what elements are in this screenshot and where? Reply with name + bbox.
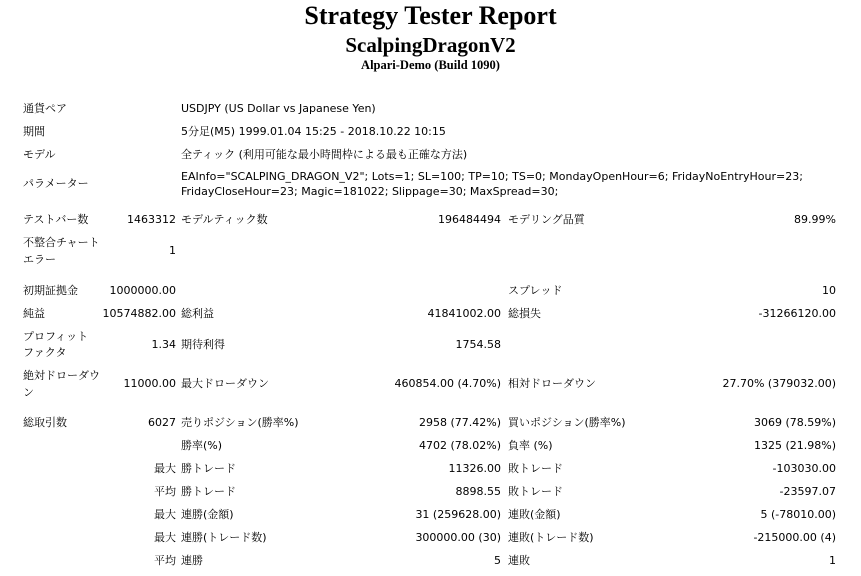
row-label-2: 連敗 [508,554,530,567]
symbol-label: 通貨ペア [23,102,67,115]
server-build: Alpari-Demo (Build 1090) [361,58,500,72]
bars-label: テストバー数 [23,213,89,226]
row-label-1: 連勝(トレード数) [181,531,267,544]
deposit-value: 1000000.00 [109,284,176,297]
ea-name: ScalpingDragonV2 [345,33,516,57]
row-label-1: 連勝 [181,554,203,567]
model-value: 全ティック (利用可能な最小時間枠による最も正確な方法) [181,148,468,161]
total-trades-value: 6027 [148,416,176,429]
deposit-label: 初期証拠金 [23,284,78,297]
max-drawdown-label: 最大ドローダウン [181,377,269,390]
row-value-2: -215000.00 (4) [753,531,836,544]
parameters-line-1: EAInfo="SCALPING_DRAGON_V2"; Lots=1; SL=100; TP=10; TS=0; MondayOpenHour=6; FridayNoEntryHour=23; [181,170,803,183]
model-label: モデル [23,148,56,161]
max-drawdown-value: 460854.00 (4.70%) [394,377,501,390]
gross-profit-value: 41841002.00 [427,307,501,320]
row-label-2: 敗トレード [508,485,563,498]
short-positions-label: 売りポジション(勝率%) [181,416,299,429]
row-value-1: 300000.00 (30) [415,531,501,544]
row-qualifier: 平均 [154,485,176,498]
ticks-label: モデルティック数 [181,213,268,226]
report-title: Strategy Tester Report [304,1,557,30]
ticks-value: 196484494 [438,213,501,226]
row-label-2: 連敗(金額) [508,508,561,521]
period-value: 5分足(M5) 1999.01.04 15:25 - 2018.10.22 10:15 [181,125,446,138]
row-value-2: -103030.00 [772,462,836,475]
row-qualifier: 平均 [154,554,176,567]
row-qualifier: 最大 [154,508,176,521]
mismatch-label-line-2: エラー [23,253,56,266]
quality-label: モデリング品質 [508,213,585,226]
expected-payoff-value: 1754.58 [455,338,501,351]
loss-rate-value: 1325 (21.98%) [753,439,836,452]
profit-factor-value: 1.34 [151,338,176,351]
row-qualifier: 最大 [154,462,176,475]
net-profit-label: 純益 [23,307,45,320]
net-profit-value: 10574882.00 [102,307,176,320]
gross-loss-label: 総損失 [508,307,541,320]
row-value-1: 11326.00 [448,462,501,475]
gross-loss-value: -31266120.00 [758,307,836,320]
row-qualifier: 最大 [154,531,176,544]
row-label-1: 連勝(金額) [181,508,234,521]
long-positions-label: 買いポジション(勝率%) [508,416,626,429]
bars-value: 1463312 [127,213,176,226]
relative-drawdown-label: 相対ドローダウン [508,377,596,390]
row-value-2: 5 (-78010.00) [760,508,836,521]
absolute-drawdown-label-line-2: ン [23,386,34,399]
parameters-line-2: FridayCloseHour=23; Magic=181022; Slippage=30; MaxSpread=30; [181,185,559,198]
quality-value: 89.99% [794,213,836,226]
row-value-1: 8898.55 [455,485,501,498]
row-value-2: -23597.07 [779,485,836,498]
short-positions-value: 2958 (77.42%) [418,416,501,429]
expected-payoff-label: 期待利得 [181,338,225,351]
absolute-drawdown-label-line-1: 絶対ドローダウ [23,369,100,382]
total-trades-label: 総取引数 [23,416,67,429]
row-value-2: 1 [829,554,836,567]
row-value-1: 31 (259628.00) [415,508,501,521]
win-rate-value: 4702 (78.02%) [418,439,501,452]
row-value-1: 5 [494,554,501,567]
profit-factor-label-line-2: ファクタ [23,346,67,359]
parameters-label: パラメーター [23,177,89,190]
profit-factor-label-line-1: プロフィット [23,330,89,343]
win-rate-label: 勝率(%) [181,439,223,452]
loss-rate-label: 負率 (%) [508,439,553,452]
relative-drawdown-value: 27.70% (379032.00) [722,377,836,390]
period-label: 期間 [23,125,45,138]
row-label-2: 敗トレード [508,462,563,475]
row-label-2: 連敗(トレード数) [508,531,594,544]
gross-profit-label: 総利益 [181,307,214,320]
row-label-1: 勝トレード [181,485,236,498]
row-label-1: 勝トレード [181,462,236,475]
long-positions-value: 3069 (78.59%) [753,416,836,429]
mismatch-value: 1 [169,244,176,257]
symbol-value: USDJPY (US Dollar vs Japanese Yen) [181,102,376,115]
spread-label: スプレッド [508,284,563,297]
absolute-drawdown-value: 11000.00 [123,377,176,390]
mismatch-label-line-1: 不整合チャート [23,236,100,249]
spread-value: 10 [822,284,836,297]
